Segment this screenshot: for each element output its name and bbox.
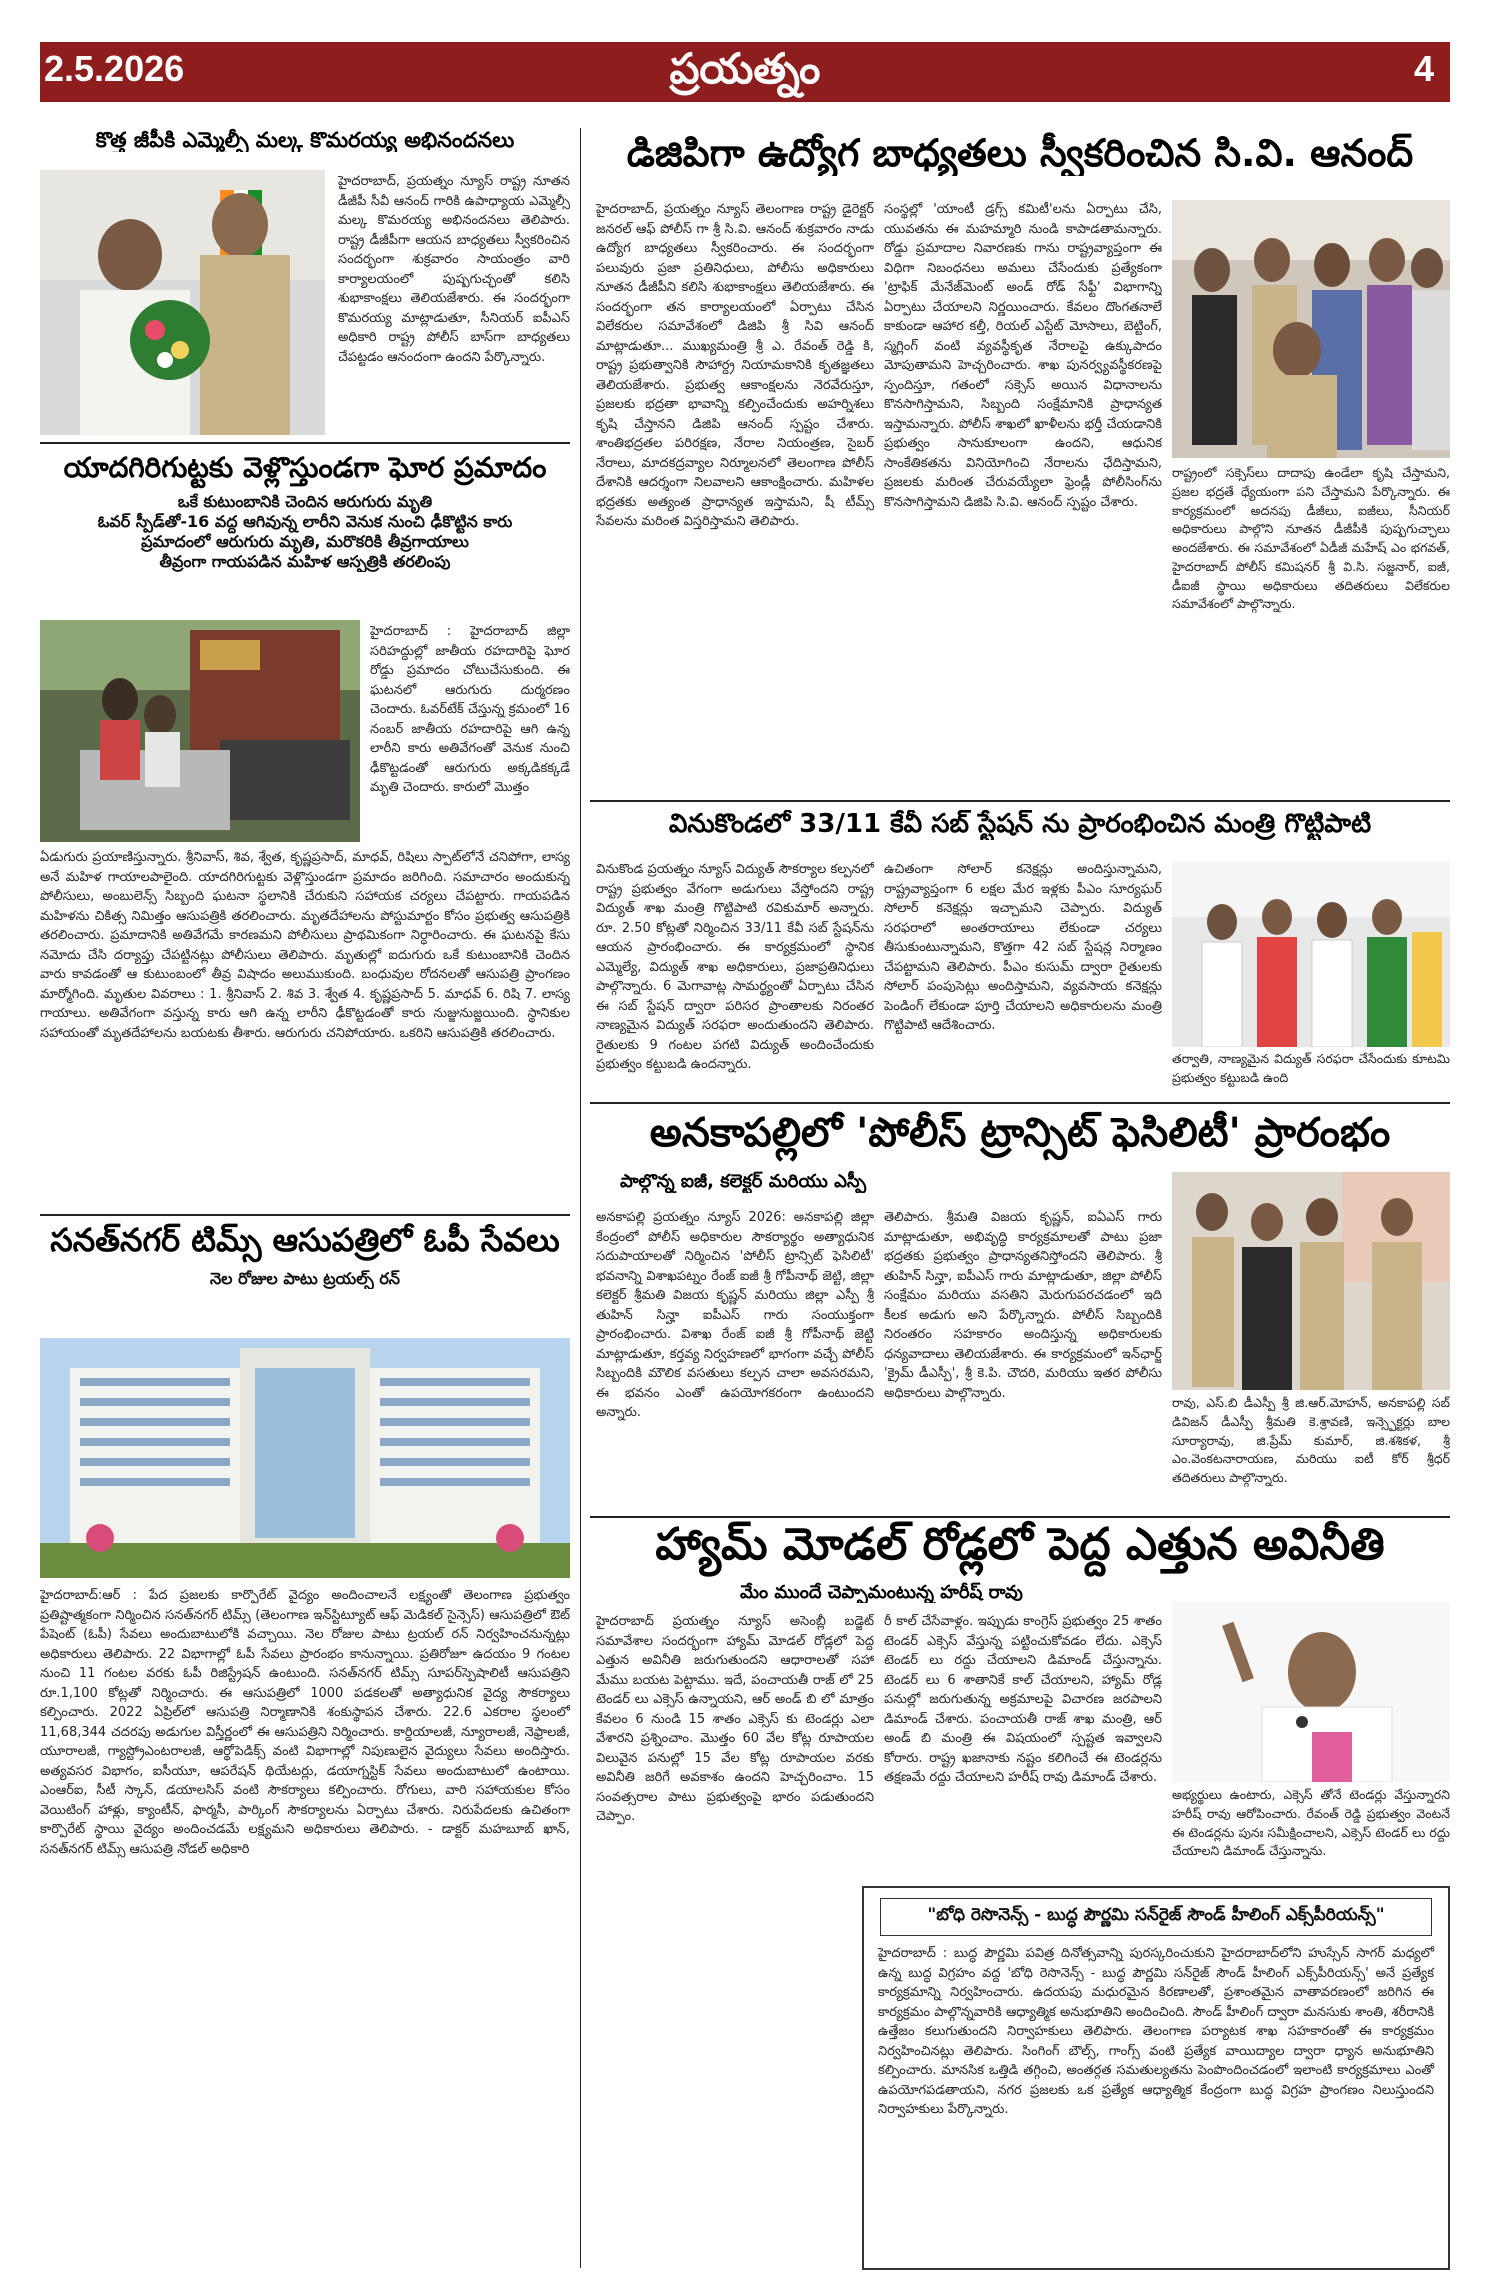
article-body: ఏడుగురు ప్రయాణిస్తున్నారు. శ్రీనివాస్, శివ, శ్వేత, కృష్ణప్రసాద్, మాధవ్, రిషిలు స్పాట్‌లోనే చనిపోగా, లాస్య అనే మహిళ గాయాలపాలైంది. యాదగిరిగుట్టకు వెళ్లొస్తుండగా ప్రమాదం జరిగింది. సమాచారం అందుకున్న పోలీసులు, అంబులెన్స్ సిబ్బంది ఘటనా స్థలానికి చేరుకుని సహాయక చర్యలు చేపట్టారు. గాయపడిన మహిళను చికిత్స నిమిత్తం ఆసుపత్రికి తరలించారు. మృతదేహాలను పోస్టుమార్టం కోసం ప్రభుత్వ ఆసుపత్రికి తరలించారు. ప్రమాదానికి అతివేగమే కారణమని పోలీసులు ప్రాథమికంగా నిర్ధారించారు. ఈ ఘటనపై కేసు నమోదు చేసి దర్యాప్తు చేపట్టినట్లు పోలీసులు తెలిపారు. మృతుల్లో ఐదుగురు ఒకే కుటుంబానికి చెందిన వారు కావడంతో ఆ కుటుంబంలో తీవ్ర విషాదం అలుముకుంది. బంధువుల రోదనలతో ఆసుపత్రి ప్రాంగణం మార్మోగింది. మృతుల వివరాలు : 1. శ్రీనివాస్ 2. శివ 3. శ్వేత 4. కృష్ణప్రసాద్ 5. మాధవ్ 6. రిషి 7. లాస్య గాయాలు. అతివేగంగా వస్తున్న కారు ఆగి ఉన్న లారీని ఢీకొట్టడంతో కారు నుజ్జునుజ్జయింది. స్థానికుల సహాయంతో మృతదేహాలను బయటకు తీశారు. ఆరుగురు చనిపోయారు. ఒకరిని ఆసుపత్రికి తరలించారు. — [40, 850, 570, 1041]
divider — [590, 1516, 1450, 1518]
article-dgp-cv-anand — [590, 132, 1450, 176]
article-column: హైదరాబాద్ ప్రయత్నం న్యూస్ అసెంబ్లీ బడ్జెట్ సమావేశాల సందర్భంగా హ్యామ్ మోడల్ రోడ్లలో పెద్ద ఎత్తున అవినీతి జరుగుతుందని ఆధారాలతో సహా మేము బయట పెట్టాము. ఇదే, పంచాయతీ రాజ్ లో 25 టెండర్ లు ఎక్సెస్ ఉన్నాయని, ఆర్ అండ్ బి లో మాత్రం కేవలం 6 నుండి 15 శాతం ఎక్సెస్ కు టెండర్లు ఎలా వేశారని ప్రశ్నించాం. మొత్తం 60 వేల కోట్ల రూపాయల విలువైన పనుల్లో 15 వేల కోట్ల రూపాయల వరకు అవినీతి జరిగే అవకాశం ఉందని హెచ్చరించాం. 15 సంవత్సరాల పాటు ప్రభుత్వంపై భారం పడుతుందని చెప్పాం. — [596, 1614, 874, 1824]
boxed-headline: "బోధి రెసొనెన్స్ - బుద్ధ పౌర్ణమి సన్‌రైజ్ సౌండ్ హీలింగ్ ఎక్స్‌పీరియన్స్" — [880, 1898, 1432, 1936]
article-continuation: రాష్ట్రంలో సక్సెస్‌లు దాదాపు ఉండేలా కృషి చేస్తామని, ప్రజల భద్రతే ధ్యేయంగా పని చేస్తామని పేర్కొన్నారు. ఈ కార్యక్రమంలో అదనపు డీజీలు, ఐజీలు, సీనియర్ అధికారులు పాల్గొని నూతన డీజీపీకి పుష్పగుచ్ఛాలు అందజేశారు. ఈ సమావేశంలో ఏడీజీ మహేష్ ఎం భగవత్, హైదరాబాద్ పోలీస్ కమిషనర్ శ్రీ వి.సి. సజ్జనార్, ఐజీ, డీఐజీ స్థాయి అధికారులు తదితరులు విలేకరుల సమావేశంలో పాల్గొన్నారు. — [1172, 465, 1450, 612]
divider — [40, 1214, 570, 1216]
article-column: హైదరాబాద్, ప్రయత్నం న్యూస్ తెలంగాణ రాష్ట్ర డైరెక్టర్ జనరల్ ఆఫ్ పోలీస్ గా శ్రీ సి.వి. ఆనంద్ శుక్రవారం నాడు ఉద్యోగ బాధ్యతలు స్వీకరించారు. ఈ సందర్భంగా పలువురు ప్రజా ప్రతినిధులు, పోలీసు అధికారులు నూతన డీజీపీని కలిసి శుభాకాంక్షలు తెలియజేశారు. ఈ సందర్భంగా తన కార్యాలయంలో ఏర్పాటు చేసిన విలేకరుల సమావేశంలో డిజిపి శ్రీ సివి ఆనంద్ మాట్లాడుతూ... ముఖ్యమంత్రి శ్రీ ఎ. రేవంత్ రెడ్డి కి, రాష్ట్ర ప్రభుత్వానికి సౌహార్ద్ర నియామకానికి కృతజ్ఞతలు తెలియజేశారు. ప్రభుత్వ ఆకాంక్షలను నెరవేరుస్తూ, ప్రజలకు భద్రతా భావాన్ని కల్పించేందుకు అహర్నిశలు కృషి చేస్తానని డిజిపి ఆనంద్ స్పష్టం చేశారు. శాంతిభద్రతల పరిరక్షణ, నేరాల నియంత్రణ, సైబర్ నేరాలు, మాదకద్రవ్యాల నిర్మూలనలో తెలంగాణ పోలీస్ దేశానికి ఆదర్శంగా నిలవాలని ఆకాంక్షించారు. మహిళల భద్రతకు అత్యంత ప్రాధాన్యత ఇస్తామని, షీ టీమ్స్ సేవలను మరింత విస్తరిస్తామని తెలిపారు. — [596, 202, 874, 529]
headline: అనకాపల్లిలో 'పోలీస్ ట్రాన్సిట్ ఫెసిలిటీ' ప్రారంభం — [649, 1110, 1391, 1156]
article-ham-model-roads — [590, 1520, 1450, 1603]
article-side-text: హైదరాబాద్ : హైదరాబాద్ జిల్లా సరిహద్దుల్లో జాతీయ రహదారిపై ఘోర రోడ్డు ప్రమాదం చోటుచేసుకుంది. ఈ ఘటనలో ఆరుగురు దుర్మరణం చెందారు. ఓవర్‌టేక్ చేస్తున్న క్రమంలో 16 నంబర్ జాతీయ రహదారిపై ఆగి ఉన్న లారీని కారు అతివేగంతో వెనుక నుంచి ఢీకొట్టడంతో ఆరుగురు అక్కడికక్కడే మృతి చెందారు. కారులో మొత్తం — [370, 624, 570, 795]
photo-accident-scene — [40, 620, 360, 842]
headline: కొత్త జీపీకి ఎమ్మెల్సీ మల్క కొమరయ్య అభినందనలు — [95, 128, 515, 152]
page-number: 4 — [1413, 48, 1434, 89]
newspaper-title: ప్రయత్నం — [669, 44, 821, 93]
divider — [590, 800, 1450, 802]
article-column: వినుకొండ ప్రయత్నం న్యూస్ విద్యుత్ సౌకర్యాల కల్పనలో రాష్ట్ర ప్రభుత్వం వేగంగా అడుగులు వేస్తోందని రాష్ట్ర విద్యుత్ శాఖ మంత్రి గొట్టిపాటి రవికుమార్ అన్నారు. రూ. 2.50 కోట్లతో నిర్మించిన 33/11 కేవీ సబ్ స్టేషన్‌ను ఆయన ప్రారంభించారు. ఈ కార్యక్రమంలో స్థానిక ఎమ్మెల్యే, విద్యుత్ శాఖ అధికారులు, ప్రజాప్రతినిధులు పాల్గొన్నారు. 6 మెగావాట్ల సామర్థ్యంతో ఏర్పాటు చేసిన ఈ సబ్ స్టేషన్ ద్వారా పరిసర ప్రాంతాలకు నిరంతర నాణ్యమైన విద్యుత్ సరఫరా అందుతుందని తెలిపారు. రైతులకు 9 గంటల పగటి విద్యుత్ అందించేందుకు ప్రభుత్వం కట్టుబడి ఉందన్నారు. — [596, 862, 874, 1072]
article-vinukonda-substation — [590, 810, 1450, 840]
article-tims-hospital — [40, 1222, 570, 1289]
photo-minister-inauguration — [1172, 862, 1450, 1047]
article-body: హైదరాబాద్:ఆర్ : పేద ప్రజలకు కార్పొరేట్ వైద్యం అందించాలనే లక్ష్యంతో తెలంగాణ ప్రభుత్వం ప్రతిష్టాత్మకంగా నిర్మించిన సనత్‌నగర్ టిమ్స్ (తెలంగాణ ఇన్‌స్టిట్యూట్ ఆఫ్ మెడికల్ సైన్సెస్) ఆసుపత్రిలో ఔట్ పేషెంట్ (ఓపీ) సేవలు అందుబాటులోకి వచ్చాయి. నెల రోజుల పాటు ట్రయల్ రన్ నిర్వహించనున్నట్లు అధికారులు తెలిపారు. 22 విభాగాల్లో ఓపీ సేవలు ప్రారంభం కానున్నాయి. ప్రతిరోజూ ఉదయం 9 గంటల నుంచి 11 గంటల వరకు ఓపీ రిజిస్ట్రేషన్ ఉంటుంది. సనత్‌నగర్ టిమ్స్ సూపర్‌స్పెషాలిటీ ఆసుపత్రిని రూ.1,100 కోట్లతో నిర్మించారు. ఈ ఆసుపత్రిలో 1000 పడకలతో అత్యాధునిక వైద్య సౌకర్యాలు కల్పించారు. 2022 ఏప్రిల్‌లో ఆసుపత్రి నిర్మాణానికి శంకుస్థాపన చేశారు. 22.6 ఎకరాల స్థలంలో 11,68,344 చదరపు అడుగుల విస్తీర్ణంలో ఈ ఆసుపత్రిని నిర్మించారు. కార్డియాలజీ, న్యూరాలజీ, నెఫ్రాలజీ, యూరాలజీ, గ్యాస్ట్రోఎంటరాలజీ, ఆర్థోపెడిక్స్ వంటి విభాగాల్లో నిపుణులైన వైద్యులు సేవలు అందిస్తారు. అత్యవసర విభాగం, ఐసీయూ, ఆపరేషన్ థియేటర్లు, డయాగ్నస్టిక్ సేవలు అందుబాటులో ఉంటాయి. ఎంఆర్ఐ, సీటీ స్కాన్, డయాలసిస్ వంటి సౌకర్యాలు కల్పించారు. రోగులు, వారి సహాయకుల కోసం వెయిటింగ్ హాళ్లు, క్యాంటీన్, ఫార్మసీ, పార్కింగ్ సౌకర్యాలను ఏర్పాటు చేశారు. నిరుపేదలకు ఉచితంగా కార్పొరేట్ స్థాయి వైద్యం అందించడమే లక్ష్యమని అధికారులు తెలిపారు. - డాక్టర్ మహబూబ్ ఖాన్, సనత్‌నగర్ టిమ్స్ ఆసుపత్రి నోడల్ అధికారి — [40, 1588, 570, 1857]
headline: సనత్‌నగర్ టిమ్స్ ఆసుపత్రిలో ఓపీ సేవలు — [50, 1222, 560, 1259]
headline: డిజిపిగా ఉద్యోగ బాధ్యతలు స్వీకరించిన సి.వి. ఆనంద్ — [626, 132, 1414, 175]
divider — [590, 1102, 1450, 1104]
article-column: సంస్థల్లో 'యాంటీ డ్రగ్స్ కమిటీ'లను ఏర్పాటు చేసి, యువతను ఈ మహమ్మారి నుండి కాపాడతామన్నారు. రోడ్డు ప్రమాదాల నివారణకు గాను రాష్ట్రవ్యాప్తంగా ఈ విధిగా నిబంధనలు అమలు చేసేందుకు ప్రత్యేకంగా 'ట్రాఫిక్ మేనేజ్‌మెంట్ అండ్ రోడ్ సేఫ్టీ' విభాగాన్ని ఏర్పాటు చేయాలని నిర్ణయించారు. కేవలం దొంగతనాలే కాకుండా ఆహార కల్తీ, రియల్ ఎస్టేట్ మోసాలు, బెట్టింగ్, స్మగ్లింగ్ వంటి వ్యవస్థీకృత నేరాలపై ఉక్కుపాదం మోపుతామని హెచ్చరించారు. శాఖ పునర్వ్యవస్థీకరణపై స్పందిస్తూ, గతంలో సక్సెస్ అయిన విధానాలను కొనసాగిస్తామని, సిబ్బంది సంక్షేమానికి ప్రాధాన్యత ఇస్తామన్నారు. పోలీస్ శాఖలో ఖాళీలను భర్తీ చేయడానికి ప్రభుత్వం సానుకూలంగా ఉందని, ఆధునిక సాంకేతికతను వినియోగించి నేరాలను ఛేదిస్తామని, ప్రజలకు మరింత చేరువయ్యేలా ఫ్రెండ్లీ పోలీసింగ్‌ను కొనసాగిస్తామని డిజిపి సి.వి. ఆనంద్ స్పష్టం చేశారు. — [884, 202, 1162, 510]
article-column: ఉచితంగా సోలార్ కనెక్షన్లు అందిస్తున్నామని, రాష్ట్రవ్యాప్తంగా 6 లక్షల మేర ఇళ్లకు పీఎం సూర్యఘర్ సోలార్ కనెక్షన్లు ఇచ్చామని చెప్పారు. విద్యుత్ సరఫరాలో అంతరాయాలు లేకుండా చర్యలు తీసుకుంటున్నామని, కొత్తగా 42 సబ్ స్టేషన్ల నిర్మాణం చేపట్టామని తెలిపారు. పీఎం కుసుమ్ ద్వారా రైతులకు సోలార్ పంపుసెట్లు అందిస్తామని, వ్యవసాయ కనెక్షన్లు పెండింగ్ లేకుండా పూర్తి చేయాలని అధికారులను మంత్రి గొట్టిపాటి ఆదేశించారు. — [884, 862, 1162, 1033]
subheading: ప్రమాదంలో ఆరుగురు మృతి, మరొకరికి తీవ్రగాయాలు — [141, 532, 469, 552]
article-column: అనకాపల్లి ప్రయత్నం న్యూస్ 2026: అనకాపల్లి జిల్లా కేంద్రంలో పోలీస్ అధికారుల సౌకర్యార్థం అత్యాధునిక సదుపాయాలతో నిర్మించిన 'పోలీస్ ట్రాన్సిట్ ఫెసిలిటీ' భవనాన్ని విశాఖపట్నం రేంజ్ ఐజీ శ్రీ గోపీనాథ్ జెట్టి, జిల్లా కలెక్టర్ శ్రీమతి విజయ కృష్ణన్ మరియు జిల్లా ఎస్పీ శ్రీ తుహిన్ సిన్హా ఐపీఎస్ గారు సంయుక్తంగా ప్రారంభించారు. విశాఖ రేంజ్ ఐజీ శ్రీ గోపీనాథ్ జెట్టి మాట్లాడుతూ, కర్తవ్య నిర్వహణలో భాగంగా వచ్చే పోలీస్ సిబ్బందికి మౌలిక వసతులు కల్పన చాలా అవసరమని, ఈ భవనం ఎంతో ఉపయోగకరంగా ఉంటుందని అన్నారు. — [596, 1210, 874, 1420]
article-body: హైదరాబాద్ : బుద్ధ పౌర్ణమి పవిత్ర దినోత్సవాన్ని పురస్కరించుకుని హైదరాబాద్‌లోని హుస్సేన్ సాగర్ మధ్యలో ఉన్న బుద్ధ విగ్రహం వద్ద 'బోధి రెసొనెన్స్ - బుద్ధ పౌర్ణమి సన్‌రైజ్ సౌండ్ హీలింగ్ ఎక్స్‌పీరియన్స్' అనే ప్రత్యేక కార్యక్రమాన్ని నిర్వహించారు. ఉదయపు మధురమైన కిరణాలతో, ప్రశాంతమైన వాతావరణంలో జరిగిన ఈ కార్యక్రమం పాల్గొన్నవారికి ఆధ్యాత్మిక అనుభూతిని అందించింది. సౌండ్ హీలింగ్ ద్వారా మనసుకు శాంతి, శరీరానికి ఉత్తేజం కలుగుతుందని నిర్వాహకులు తెలిపారు. తెలంగాణ పర్యాటక శాఖ సహకారంతో ఈ కార్యక్రమం నిర్వహించినట్లు తెలిపారు. సింగింగ్ బౌల్స్, గాంగ్స్ వంటి ప్రత్యేక వాయిద్యాల ద్వారా ధ్యాన అనుభూతిని కల్పించారు. మానసిక ఒత్తిడి తగ్గించి, అంతర్గత సమతుల్యతను పెంపొందించడంలో ఇలాంటి కార్యక్రమాలు ఎంతో ఉపయోగపడతాయని, నగర ప్రజలకు ఒక ప్రత్యేక ఆధ్యాత్మిక కేంద్రంగా బుద్ధ విగ్రహ ప్రాంగణం నిలుస్తుందని నిర్వాహకులు పేర్కొన్నారు. — [878, 1946, 1434, 2117]
article-column: రీ కాల్ చేసేవాళ్లం. ఇప్పుడు కాంగ్రెస్ ప్రభుత్వం 25 శాతం టెండర్ ఎక్సెస్ వేస్తున్న పట్టించుకోవడం లేదు. ఎక్సెస్ టెండర్ లు రద్దు చేయాలని డిమాండ్ చేస్తున్నాను. టెండర్ లు 6 శాతానికే కాల్ చేయాలని, హ్యామ్ రోడ్ల పనుల్లో జరుగుతున్న అక్రమాలపై విచారణ జరపాలని డిమాండ్ చేశారు. పంచాయతీ రాజ్ శాఖ మంత్రి, ఆర్ అండ్ బి మంత్రి ఈ విషయంలో స్పష్టత ఇవ్వాలని కోరారు. రాష్ట్ర ఖజానాకు నష్టం కలిగించే ఈ టెండర్లను తక్షణమే రద్దు చేయాలని హరీష్ రావు డిమాండ్ చేశారు. — [884, 1614, 1162, 1785]
article-column: తెలిపారు. శ్రీమతి విజయ కృష్ణన్, ఐఏఎస్ గారు మాట్లాడుతూ, అభివృద్ధి కార్యక్రమాలతో పాటు ప్రజా భద్రతకు ప్రభుత్వం ప్రాధాన్యతనిస్తోందని తెలిపారు. శ్రీ తుహిన్ సిన్హా, ఐపీఎస్ గారు మాట్లాడుతూ, జిల్లా పోలీస్ సంక్షేమం మరియు వసతిని మెరుగుపరచడంలో ఇది కీలక అడుగు అని పేర్కొన్నారు. పోలీస్ సిబ్బందికి నిరంతరం సహకారం అందిస్తున్న అధికారులకు ధన్యవాదాలు తెలియజేశారు. ఈ కార్యక్రమంలో ఇన్‌ఛార్జ్ 'క్రైమ్ డీఎస్పీ', శ్రీ కె.పి. చౌదరి, మరియు ఇతర పోలీసు అధికారులు పాల్గొన్నారు. — [884, 1210, 1162, 1401]
subheading: మేం ముందే చెప్పామంటున్న హరీష్ రావు — [740, 1581, 1023, 1603]
headline: యాదగిరిగుట్టకు వెళ్లొస్తుండగా ఘోర ప్రమాదం — [63, 452, 547, 484]
headline: హ్యామ్ మోడల్ రోడ్లలో పెద్ద ఎత్తున అవినీతి — [655, 1520, 1385, 1570]
subheading: పాల్గొన్న ఐజీ, కలెక్టర్ మరియు ఎస్పీ — [620, 1171, 867, 1192]
photo-dgp-family — [1172, 200, 1450, 458]
photo-police-officers — [1172, 1172, 1450, 1390]
photo-tims-building — [40, 1338, 570, 1578]
subheading: నెల రోజుల పాటు ట్రయల్స్ రన్ — [209, 1268, 401, 1288]
subheading: ఓవర్ స్పీడ్‌తో-16 వద్ద ఆగివున్న లారీని వెనుక నుంచి ఢీకొట్టిన కారు — [97, 512, 513, 532]
article-continuation: అభ్యర్థులు ఉంటారు, ఎక్సెస్ తోనే టెండర్లు వేస్తున్నారని హరీష్ రావు ఆరోపించారు. రేవంత్ రెడ్డి ప్రభుత్వం వెంటనే ఈ టెండర్లను పునః సమీక్షించాలని, ఎక్సెస్ టెండర్ లు రద్దు చేయాలని డిమాండ్ చేస్తున్నాను. — [1172, 1787, 1450, 1859]
article-mlc-congratulations — [40, 128, 570, 152]
photo-harish-rao — [1172, 1602, 1450, 1782]
subheading: ఒకే కుటుంబానికి చెందిన ఆరుగురు మృతి — [177, 492, 433, 512]
masthead-bar — [40, 42, 1450, 102]
divider — [40, 442, 570, 444]
photo-caption: తర్వాతి, నాణ్యమైన విద్యుత్ సరఫరా చేసేందుకు కూటమి ప్రభుత్వం కట్టుబడి ఉంది — [1172, 1051, 1450, 1085]
article-bodhi-resonance — [862, 1886, 1450, 2270]
column-divider — [580, 128, 581, 2268]
headline: వినుకొండలో 33/11 కేవీ సబ్ స్టేషన్ ను ప్రారంభించిన మంత్రి గొట్టిపాటి — [668, 810, 1372, 839]
article-body: హైదరాబాద్, ప్రయత్నం న్యూస్ రాష్ట్ర నూతన డీజీపీ సీవీ ఆనంద్ గారికి ఉపాధ్యాయ ఎమ్మెల్సీ మల్క కొమరయ్య అభినందనలు తెలిపారు. రాష్ట్ర డీజీపీగా ఆయన బాధ్యతలు స్వీకరించిన సందర్భంగా శుక్రవారం సాయంత్రం వారి కార్యాలయంలో పుష్పగుచ్ఛంతో కలిసి శుభాకాంక్షలు తెలియజేశారు. ఈ సందర్భంగా కొమరయ్య మాట్లాడుతూ, సీనియర్ ఐపీఎస్ అధికారి రాష్ట్ర పోలీస్ బాస్‌గా బాధ్యతలు చేపట్టడం ఆనందంగా ఉందని పేర్కొన్నారు. — [338, 174, 570, 365]
issue-date: 2.5.2026 — [44, 48, 185, 89]
subheading: తీవ్రంగా గాయపడిన మహిళ ఆస్పత్రికి తరలింపు — [159, 552, 451, 572]
photo-mlc-greets-dgp — [40, 170, 325, 435]
article-continuation: రావు, ఎస్.బి డీఎస్పీ శ్రీ జి.ఆర్.మోహన్, అనకాపల్లి సబ్ డివిజన్ డీఎస్పీ శ్రీమతి కె.శ్రావణి, ఇన్స్పెక్టర్లు బాల సూర్యారావు, జి.ప్రేమ్ కుమార్, జి.శశికళ, శ్రీ ఎం.వెంకటనారాయణ, మరియు ఐటీ కోర్ శ్రీధర్ తదితరులు పాల్గొన్నారు. — [1172, 1395, 1450, 1485]
article-yadagirigutta-accident — [40, 452, 570, 572]
